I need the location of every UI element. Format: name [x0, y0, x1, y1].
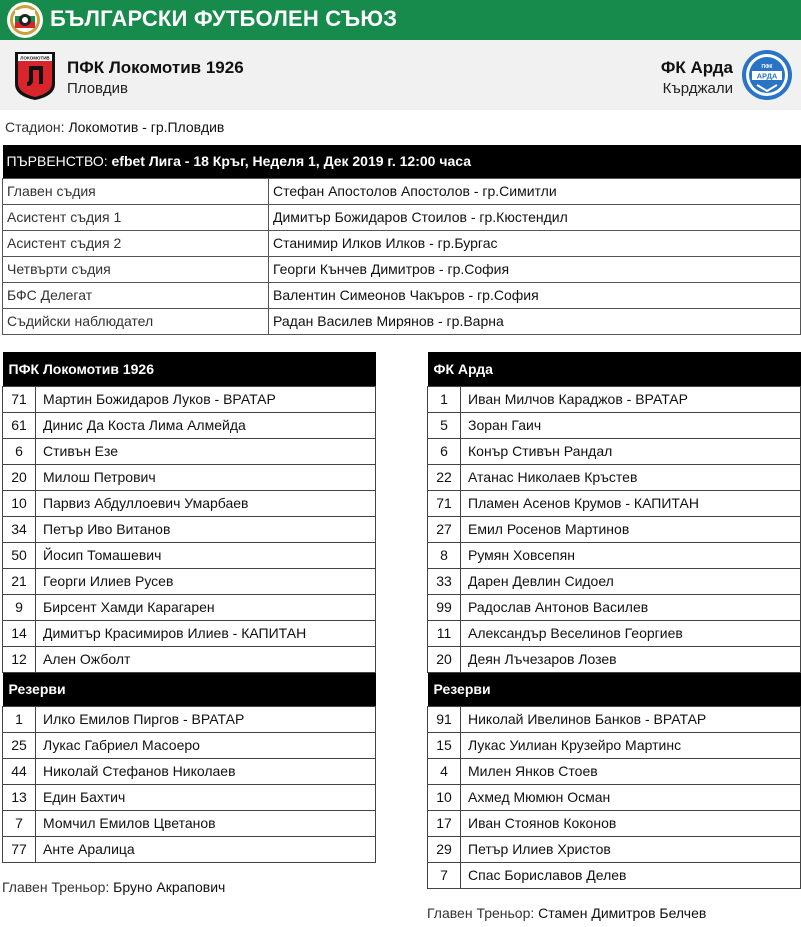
- player-name[interactable]: Анте Аралица: [36, 836, 376, 862]
- player-number: 4: [428, 758, 461, 784]
- home-lineup-table: [2, 352, 376, 863]
- arda-crest-icon[interactable]: [741, 49, 793, 101]
- player-name[interactable]: Лукас Габриел Масоеро: [36, 732, 376, 758]
- player-name[interactable]: Парвиз Абдуллоевич Умарбаев: [36, 490, 376, 516]
- reserve-row: [3, 758, 376, 784]
- player-number: 27: [428, 516, 461, 542]
- player-row: [3, 620, 376, 646]
- coach-name[interactable]: Стамен Димитров Белчев: [538, 905, 707, 921]
- reserve-row: [3, 810, 376, 836]
- official-row: [3, 204, 801, 230]
- player-number: 8: [428, 542, 461, 568]
- official-name: Стефан Апостолов Апостолов - гр.Симитли: [269, 178, 801, 204]
- reserve-row: [3, 836, 376, 862]
- official-role: Съдийски наблюдател: [3, 308, 269, 334]
- player-number: 7: [428, 862, 461, 888]
- player-row: [428, 516, 801, 542]
- player-number: 77: [3, 836, 36, 862]
- player-row: [3, 646, 376, 672]
- player-name[interactable]: Георги Илиев Русев: [36, 568, 376, 594]
- player-name[interactable]: Спас Бориславов Делев: [461, 862, 801, 888]
- player-name[interactable]: Петър Иво Витанов: [36, 516, 376, 542]
- lokomotiv-crest-icon[interactable]: [13, 50, 57, 102]
- player-number: 10: [3, 490, 36, 516]
- reserve-row: [3, 706, 376, 732]
- stadium-value: Локомотив - гр.Пловдив: [68, 119, 225, 135]
- reserve-row: [3, 732, 376, 758]
- reserve-row: [428, 810, 801, 836]
- player-number: 6: [3, 438, 36, 464]
- player-name[interactable]: Милен Янков Стоев: [461, 758, 801, 784]
- reserve-row: [428, 758, 801, 784]
- player-name[interactable]: Иван Стоянов Коконов: [461, 810, 801, 836]
- reserve-row: [428, 706, 801, 732]
- player-number: 50: [3, 542, 36, 568]
- player-name[interactable]: Един Бахтич: [36, 784, 376, 810]
- away-lineup-title: ФК Арда: [428, 352, 801, 386]
- official-row: [3, 178, 801, 204]
- home-coach: [2, 879, 225, 895]
- player-name[interactable]: Радослав Антонов Василев: [461, 594, 801, 620]
- player-row: [428, 594, 801, 620]
- player-row: [428, 412, 801, 438]
- reserve-row: [428, 784, 801, 810]
- official-name: Димитър Божидаров Стоилов - гр.Кюстендил: [269, 204, 801, 230]
- player-name[interactable]: Иван Милчов Караджов - ВРАТАР: [461, 386, 801, 412]
- player-name[interactable]: Емил Росенов Мартинов: [461, 516, 801, 542]
- player-name[interactable]: Конър Стивън Рандал: [461, 438, 801, 464]
- away-team-city: Кърджали: [662, 80, 733, 97]
- coach-label: Главен Треньор:: [2, 879, 110, 895]
- official-row: [3, 282, 801, 308]
- match-header: [0, 40, 801, 110]
- home-team-name[interactable]: ПФК Локомотив 1926: [67, 58, 244, 77]
- player-number: 17: [428, 810, 461, 836]
- official-name: Радан Василев Мирянов - гр.Варна: [269, 308, 801, 334]
- player-number: 44: [3, 758, 36, 784]
- official-name: Валентин Симеонов Чакъров - гр.София: [269, 282, 801, 308]
- player-number: 5: [428, 412, 461, 438]
- player-number: 1: [428, 386, 461, 412]
- player-name[interactable]: Милош Петрович: [36, 464, 376, 490]
- player-number: 12: [3, 646, 36, 672]
- competition-row: [3, 145, 801, 178]
- player-name[interactable]: Атанас Николаев Кръстев: [461, 464, 801, 490]
- crest-subtext: ПФК: [761, 64, 773, 70]
- player-name[interactable]: Илко Емилов Пиргов - ВРАТАР: [36, 706, 376, 732]
- home-lineup-title: ПФК Локомотив 1926: [3, 352, 376, 386]
- player-number: 99: [428, 594, 461, 620]
- official-role: Асистент съдия 1: [3, 204, 269, 230]
- player-number: 91: [428, 706, 461, 732]
- competition-value: efbet Лига - 18 Кръг, Неделя 1, Дек 2019 г. 12:00 часа: [111, 153, 471, 170]
- top-bar: [0, 0, 801, 40]
- player-name[interactable]: Пламен Асенов Крумов - КАПИТАН: [461, 490, 801, 516]
- coach-name[interactable]: Бруно Акрапович: [113, 879, 226, 895]
- player-name[interactable]: Димитър Красимиров Илиев - КАПИТАН: [36, 620, 376, 646]
- away-coach: [427, 905, 706, 921]
- player-row: [3, 490, 376, 516]
- player-name[interactable]: Петър Илиев Христов: [461, 836, 801, 862]
- official-role: Главен съдия: [3, 178, 269, 204]
- player-row: [428, 620, 801, 646]
- officials-table: [2, 145, 801, 335]
- player-number: 15: [428, 732, 461, 758]
- official-role: Четвърти съдия: [3, 256, 269, 282]
- official-role: Асистент съдия 2: [3, 230, 269, 256]
- stadium-label: Стадион:: [5, 119, 65, 135]
- player-name[interactable]: Йосип Томашевич: [36, 542, 376, 568]
- player-number: 11: [428, 620, 461, 646]
- page-title: БЪЛГАРСКИ ФУТБОЛЕН СЪЮЗ: [50, 6, 398, 31]
- player-number: 61: [3, 412, 36, 438]
- player-row: [428, 386, 801, 412]
- player-number: 20: [428, 646, 461, 672]
- official-row: [3, 308, 801, 334]
- player-row: [428, 568, 801, 594]
- player-row: [428, 464, 801, 490]
- player-row: [428, 438, 801, 464]
- player-row: [3, 464, 376, 490]
- player-name[interactable]: Зоран Гаич: [461, 412, 801, 438]
- player-number: 25: [3, 732, 36, 758]
- official-row: [3, 256, 801, 282]
- official-name: Станимир Илков Илков - гр.Бургас: [269, 230, 801, 256]
- player-number: 13: [3, 784, 36, 810]
- player-number: 7: [3, 810, 36, 836]
- player-number: 14: [3, 620, 36, 646]
- player-number: 34: [3, 516, 36, 542]
- player-name[interactable]: Ахмед Мюмюн Осман: [461, 784, 801, 810]
- player-name[interactable]: Динис Да Коста Лима Алмейда: [36, 412, 376, 438]
- reserve-row: [428, 862, 801, 888]
- away-team-name[interactable]: ФК Арда: [660, 58, 733, 77]
- player-row: [3, 594, 376, 620]
- player-number: 29: [428, 836, 461, 862]
- coach-label: Главен Треньор:: [427, 905, 535, 921]
- official-name: Георги Кънчев Димитров - гр.София: [269, 256, 801, 282]
- competition-label: ПЪРВЕНСТВО:: [6, 153, 108, 170]
- player-number: 1: [3, 706, 36, 732]
- player-name[interactable]: Александър Веселинов Георгиев: [461, 620, 801, 646]
- player-name[interactable]: Стивън Езе: [36, 438, 376, 464]
- crest-text: ЛОКОМОТИВ: [20, 55, 50, 61]
- player-name[interactable]: Момчил Емилов Цветанов: [36, 810, 376, 836]
- player-number: 71: [428, 490, 461, 516]
- home-team-city: Пловдив: [67, 80, 128, 97]
- player-row: [3, 438, 376, 464]
- official-role: БФС Делегат: [3, 282, 269, 308]
- bfs-logo-icon[interactable]: [6, 1, 44, 39]
- player-name[interactable]: Бирсент Хамди Карагарен: [36, 594, 376, 620]
- player-row: [3, 386, 376, 412]
- player-number: 9: [3, 594, 36, 620]
- stadium-info: [5, 119, 224, 135]
- player-name[interactable]: Лукас Уилиан Крузейро Мартинс: [461, 732, 801, 758]
- player-number: 33: [428, 568, 461, 594]
- player-number: 20: [3, 464, 36, 490]
- player-number: 21: [3, 568, 36, 594]
- away-reserves-title: Резерви: [428, 672, 801, 706]
- player-number: 71: [3, 386, 36, 412]
- player-name[interactable]: Николай Стефанов Николаев: [36, 758, 376, 784]
- player-number: 22: [428, 464, 461, 490]
- player-row: [3, 516, 376, 542]
- player-row: [3, 542, 376, 568]
- player-name[interactable]: Дарен Девлин Сидоел: [461, 568, 801, 594]
- reserve-row: [3, 784, 376, 810]
- player-number: 6: [428, 438, 461, 464]
- player-row: [428, 490, 801, 516]
- player-name[interactable]: Николай Ивелинов Банков - ВРАТАР: [461, 706, 801, 732]
- crest-text: АРДА: [756, 71, 778, 81]
- player-row: [3, 568, 376, 594]
- player-name[interactable]: Мартин Божидаров Луков - ВРАТАР: [36, 386, 376, 412]
- player-row: [428, 542, 801, 568]
- home-reserves-title: Резерви: [3, 672, 376, 706]
- player-name[interactable]: Румян Ховсепян: [461, 542, 801, 568]
- player-name[interactable]: Ален Ожболт: [36, 646, 376, 672]
- player-row: [3, 412, 376, 438]
- player-name[interactable]: Деян Лъчезаров Лозев: [461, 646, 801, 672]
- away-lineup-table: [427, 352, 801, 889]
- player-row: [428, 646, 801, 672]
- reserve-row: [428, 732, 801, 758]
- official-row: [3, 230, 801, 256]
- reserve-row: [428, 836, 801, 862]
- player-number: 10: [428, 784, 461, 810]
